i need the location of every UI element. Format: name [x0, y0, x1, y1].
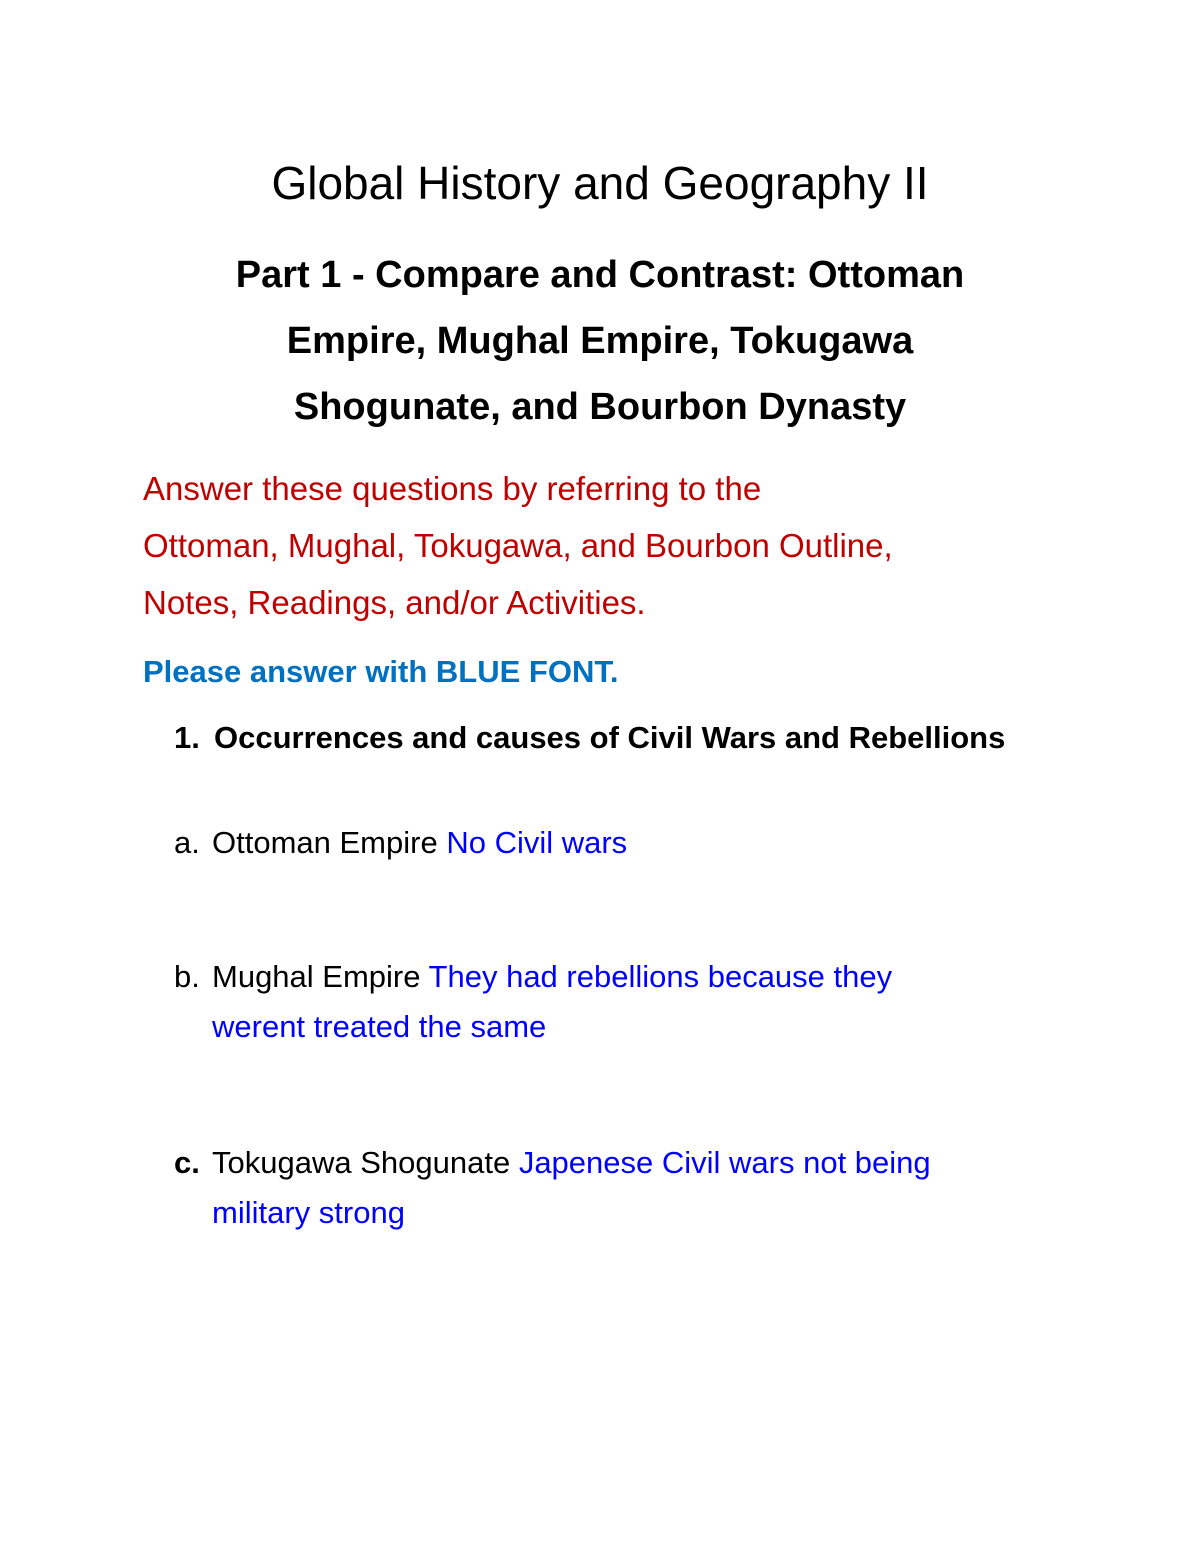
- page-title: Global History and Geography II: [271, 157, 929, 209]
- item-answer: They had rebellions because they: [428, 959, 893, 994]
- instruction-line: Answer these questions by referring to the: [143, 470, 762, 507]
- instruction-line: Ottoman, Mughal, Tokugawa, and Bourbon Outline,: [143, 527, 893, 564]
- blue-font-note: Please answer with BLUE FONT.: [143, 654, 619, 689]
- item-answer: Japenese Civil wars not being: [518, 1145, 931, 1180]
- item-label: Mughal Empire: [212, 959, 421, 994]
- item-label: Tokugawa Shogunate: [212, 1145, 511, 1180]
- item-body: [212, 1138, 1092, 1238]
- item-marker: b.: [174, 959, 200, 994]
- question-number: 1.: [174, 720, 200, 755]
- subtitle-line: Empire, Mughal Empire, Tokugawa: [286, 320, 914, 362]
- subtitle-line: Part 1 - Compare and Contrast: Ottoman: [235, 254, 965, 296]
- instruction-line: Notes, Readings, and/or Activities.: [143, 584, 646, 621]
- item-answer: No Civil wars: [446, 825, 628, 860]
- item-label: Ottoman Empire: [212, 825, 438, 860]
- question-text: Occurrences and causes of Civil Wars and Rebellions: [214, 720, 1006, 755]
- item-answer-continued: werent treated the same: [212, 1009, 547, 1044]
- subtitle-line: Shogunate, and Bourbon Dynasty: [293, 386, 907, 428]
- item-marker: a.: [174, 825, 200, 860]
- question-1: [174, 716, 1005, 760]
- item-body: [212, 818, 1092, 868]
- item-marker: c.: [174, 1145, 200, 1180]
- item-body: [212, 952, 1092, 1052]
- item-answer-continued: military strong: [212, 1195, 405, 1230]
